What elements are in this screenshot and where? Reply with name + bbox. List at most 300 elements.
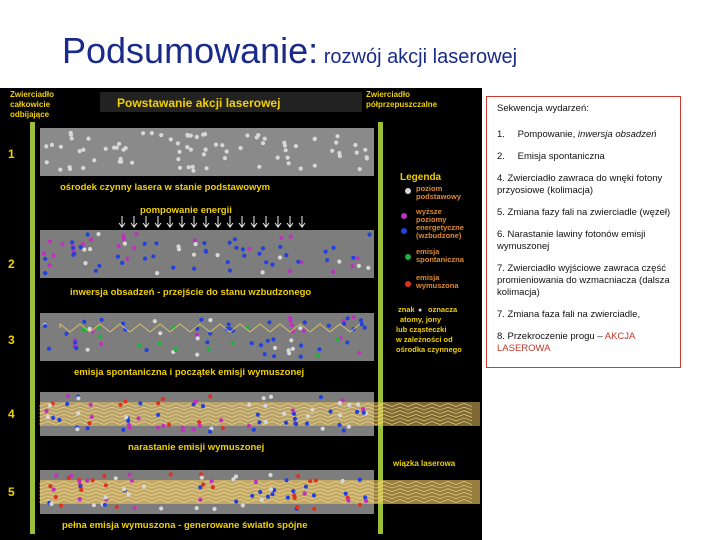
particle-stage-1 — [78, 149, 82, 153]
particle-stage-1 — [363, 148, 367, 152]
particle-stage-2 — [88, 247, 92, 251]
particle-stage-1 — [204, 148, 208, 152]
particle-stage-5 — [169, 472, 173, 476]
particle-stage-4 — [262, 396, 266, 400]
particle-stage-2 — [350, 264, 354, 268]
particle-stage-1 — [118, 160, 122, 164]
particle-stage-3 — [342, 322, 346, 326]
particle-stage-4 — [65, 402, 69, 406]
particle-stage-4 — [321, 427, 325, 431]
particle-stage-1 — [202, 152, 206, 156]
legend-marker-ground — [405, 188, 411, 194]
pump-arrow — [203, 216, 209, 227]
particle-stage-4 — [305, 422, 309, 426]
particle-stage-3 — [64, 332, 68, 336]
particle-stage-5 — [358, 478, 362, 482]
particle-stage-5 — [266, 495, 270, 499]
particle-stage-5 — [269, 487, 273, 491]
particle-stage-3 — [299, 355, 303, 359]
particle-stage-5 — [268, 473, 272, 477]
particle-stage-3 — [47, 347, 51, 351]
particle-stage-3 — [74, 346, 78, 350]
particle-stage-3 — [100, 318, 104, 322]
particle-stage-1 — [245, 133, 249, 137]
particle-stage-4 — [128, 426, 132, 430]
particle-stage-4 — [256, 413, 260, 417]
particle-stage-2 — [247, 247, 251, 251]
particle-stage-3 — [290, 323, 294, 327]
right-mirror-label-1: Zwierciadło — [366, 90, 411, 99]
note-line-3: atomy, jony — [400, 315, 442, 324]
particle-stage-4 — [264, 420, 268, 424]
particle-stage-1 — [313, 137, 317, 141]
particle-stage-5 — [293, 496, 297, 500]
particle-stage-3 — [352, 315, 356, 319]
particle-stage-2 — [241, 247, 245, 251]
particle-stage-2 — [270, 263, 274, 267]
particle-stage-1 — [239, 146, 243, 150]
particle-stage-2 — [82, 248, 86, 252]
particle-stage-4 — [90, 415, 94, 419]
particle-stage-5 — [212, 507, 216, 511]
particle-stage-3 — [196, 336, 200, 340]
particle-stage-1 — [45, 160, 49, 164]
legend-ground-1: poziom — [416, 184, 443, 193]
caption-stage-1: ośrodek czynny lasera w stanie podstawowym — [60, 182, 271, 193]
particle-stage-3 — [43, 324, 47, 328]
particle-stage-2 — [97, 264, 101, 268]
particle-stage-1 — [176, 157, 180, 161]
particle-stage-4 — [208, 394, 212, 398]
particle-stage-1 — [69, 133, 73, 137]
particle-stage-2 — [132, 246, 136, 250]
particle-stage-2 — [42, 251, 46, 255]
particle-stage-4 — [194, 400, 198, 404]
sequence-item-6: 6. Narastanie lawiny fotonów emisji wymuszonej — [497, 229, 646, 252]
left-mirror-label-1: Zwierciadło — [10, 90, 55, 99]
note-line-1: znak — [398, 305, 415, 314]
particle-stage-4 — [123, 399, 127, 403]
particle-stage-2 — [202, 241, 206, 245]
particle-stage-5 — [341, 479, 345, 483]
legend — [400, 172, 465, 290]
particle-stage-5 — [291, 489, 295, 493]
particle-stage-3 — [299, 343, 303, 347]
particle-stage-1 — [225, 149, 229, 153]
particle-stage-4 — [89, 403, 93, 407]
particle-stage-4 — [294, 422, 298, 426]
particle-stage-1 — [358, 167, 362, 171]
particle-stage-3 — [288, 319, 292, 323]
particle-stage-5 — [130, 479, 134, 483]
particle-stage-5 — [270, 492, 274, 496]
particle-stage-4 — [257, 420, 261, 424]
particle-stage-4 — [75, 427, 79, 431]
particle-stage-3 — [346, 316, 350, 320]
particle-stage-5 — [92, 503, 96, 507]
particle-stage-3 — [73, 340, 77, 344]
particle-stage-1 — [335, 134, 339, 138]
particle-stage-5 — [159, 506, 163, 510]
particle-stage-5 — [358, 503, 362, 507]
particle-stage-2 — [60, 242, 64, 246]
particle-stage-3 — [272, 354, 276, 358]
sequence-header: Sekwencja wydarzeń: — [497, 103, 589, 114]
particle-stage-3 — [207, 347, 211, 351]
particle-stage-1 — [117, 142, 121, 146]
particle-stage-4 — [291, 408, 295, 412]
pump-arrow — [251, 216, 257, 227]
particle-stage-4 — [247, 402, 251, 406]
particle-stage-1 — [70, 136, 74, 140]
particle-stage-1 — [263, 137, 267, 141]
particle-stage-1 — [299, 167, 303, 171]
particle-stage-4 — [355, 410, 359, 414]
particle-stage-2 — [284, 253, 288, 257]
particle-stage-5 — [104, 483, 108, 487]
legend-excited-4: (wzbudzone) — [416, 231, 462, 240]
note-line-5: w zależności od — [396, 335, 453, 344]
pump-arrow — [179, 216, 185, 227]
particle-stage-5 — [79, 488, 83, 492]
particle-stage-5 — [296, 474, 300, 478]
particle-stage-2 — [43, 271, 47, 275]
caption-beam: wiązka laserowa — [393, 459, 456, 468]
particle-stage-2 — [337, 260, 341, 264]
particle-stage-2 — [125, 257, 129, 261]
particle-stage-5 — [285, 478, 289, 482]
particle-stage-2 — [155, 271, 159, 275]
legend-excited-1: wyższe — [416, 207, 442, 216]
particle-stage-4 — [76, 396, 80, 400]
particle-stage-2 — [261, 246, 265, 250]
particle-stage-4 — [219, 418, 223, 422]
particle-stage-1 — [59, 145, 63, 149]
particle-stage-2 — [324, 250, 328, 254]
pump-arrow — [299, 216, 305, 227]
particle-stage-1 — [195, 135, 199, 139]
particle-stage-4 — [156, 401, 160, 405]
particle-stage-5 — [308, 479, 312, 483]
particle-stage-4 — [161, 397, 165, 401]
particle-stage-1 — [86, 137, 90, 141]
legend-marker-excited-b — [401, 228, 407, 234]
sequence-item-8: 8. Przekroczenie progu – AKCJA LASEROWA — [497, 331, 635, 354]
particle-stage-3 — [137, 343, 141, 347]
particle-stage-2 — [367, 233, 371, 237]
particle-stage-1 — [104, 147, 108, 151]
particle-stage-5 — [314, 478, 318, 482]
caption-pumping: pompowanie energii — [140, 205, 232, 216]
particle-stage-5 — [91, 478, 95, 482]
note-line-2: oznacza — [428, 305, 458, 314]
particle-stage-3 — [174, 348, 178, 352]
stage-2-tube — [40, 230, 374, 278]
particle-stage-1 — [220, 143, 224, 147]
pump-arrow — [227, 216, 233, 227]
particle-stage-2 — [94, 269, 98, 273]
particle-stage-5 — [231, 477, 235, 481]
particle-stage-3 — [360, 322, 364, 326]
particle-stage-2 — [72, 252, 76, 256]
particle-stage-2 — [47, 263, 51, 267]
particle-stage-4 — [167, 423, 171, 427]
particle-stage-2 — [289, 235, 293, 239]
particle-stage-4 — [282, 412, 286, 416]
particle-stage-3 — [158, 341, 162, 345]
particle-stage-4 — [126, 419, 130, 423]
note-line-4: lub cząsteczki — [396, 325, 447, 334]
note-line-6: ośrodka czynnego — [396, 345, 462, 354]
particle-stage-4 — [181, 428, 185, 432]
sequence-item-7b: 7. Zmiana faza fali na zwierciadle, — [497, 309, 641, 320]
particle-stage-5 — [201, 483, 205, 487]
particle-stage-5 — [104, 495, 108, 499]
particle-stage-4 — [48, 403, 52, 407]
particle-stage-5 — [346, 498, 350, 502]
left-mirror-label-3: odbijające — [10, 110, 50, 119]
particle-stage-2 — [226, 260, 230, 264]
particle-stage-2 — [216, 253, 220, 257]
legend-stimulated-2: wymuszona — [416, 281, 459, 290]
particle-stage-2 — [193, 238, 197, 242]
particle-stage-2 — [116, 255, 120, 259]
particle-stage-2 — [264, 260, 268, 264]
particle-stage-4 — [247, 424, 251, 428]
particle-stage-1 — [44, 144, 48, 148]
particle-stage-5 — [254, 480, 258, 484]
pump-arrow — [215, 216, 221, 227]
legend-excited-3: energetyczne — [416, 223, 464, 232]
particle-stage-4 — [161, 424, 165, 428]
particle-stage-4 — [192, 427, 196, 431]
particle-stage-4 — [208, 430, 212, 434]
particle-stage-5 — [48, 484, 52, 488]
particle-stage-2 — [233, 237, 237, 241]
event-sequence-box — [486, 96, 681, 368]
particle-stage-2 — [296, 260, 300, 264]
particle-stage-1 — [286, 156, 290, 160]
particle-stage-2 — [242, 254, 246, 258]
particle-stage-3 — [195, 333, 199, 337]
particle-stage-2 — [83, 261, 87, 265]
particle-stage-5 — [250, 494, 254, 498]
particle-stage-1 — [365, 156, 369, 160]
particle-stage-2 — [51, 253, 55, 257]
particle-stage-4 — [319, 395, 323, 399]
particle-stage-1 — [185, 145, 189, 149]
particle-stage-4 — [156, 426, 160, 430]
particle-stage-4 — [362, 411, 366, 415]
right-mirror — [378, 122, 383, 534]
particle-stage-2 — [120, 261, 124, 265]
particle-stage-4 — [269, 395, 273, 399]
particle-stage-4 — [252, 428, 256, 432]
particle-stage-1 — [191, 165, 195, 169]
particle-stage-1 — [214, 143, 218, 147]
particle-stage-4 — [337, 423, 341, 427]
particle-stage-4 — [136, 416, 140, 420]
particle-stage-1 — [283, 143, 287, 147]
particle-stage-2 — [43, 257, 47, 261]
particle-stage-2 — [70, 240, 74, 244]
particle-stage-1 — [284, 148, 288, 152]
sequence-item-7a: 7. Zwierciadło wyjściowe zawraca część promieniowania do wzmacniacza (dalsza kolimacja) — [497, 263, 670, 298]
particle-stage-4 — [356, 402, 360, 406]
particle-stage-4 — [138, 401, 142, 405]
particle-stage-2 — [154, 241, 158, 245]
particle-stage-4 — [347, 403, 351, 407]
particle-stage-2 — [143, 242, 147, 246]
legend-marker-stimulated — [405, 281, 411, 287]
legend-ground-2: podstawowy — [416, 192, 462, 201]
particle-stage-1 — [294, 144, 298, 148]
particle-stage-5 — [115, 505, 119, 509]
particle-stage-5 — [127, 493, 131, 497]
particle-stage-1 — [92, 158, 96, 162]
legend-marker-spontaneous — [405, 254, 411, 260]
sequence-item-2: 2. Emisja spontaniczna — [497, 151, 605, 162]
particle-stage-5 — [241, 503, 245, 507]
particle-stage-3 — [345, 340, 349, 344]
particle-stage-3 — [291, 347, 295, 351]
legend-spontaneous-1: emisja — [416, 247, 440, 256]
particle-stage-4 — [198, 423, 202, 427]
laser-action-figure — [0, 88, 482, 540]
particle-stage-4 — [263, 404, 267, 408]
particle-stage-3 — [271, 337, 275, 341]
particle-stage-1 — [334, 141, 338, 145]
particle-stage-3 — [250, 341, 254, 345]
particle-stage-3 — [267, 320, 271, 324]
particle-stage-1 — [81, 166, 85, 170]
particle-stage-3 — [358, 351, 362, 355]
particle-stage-2 — [325, 258, 329, 262]
particle-stage-2 — [86, 232, 90, 236]
legend-spontaneous-2: spontaniczna — [416, 255, 464, 264]
particle-stage-4 — [46, 415, 50, 419]
particle-stage-1 — [150, 131, 154, 135]
particle-stage-5 — [52, 487, 56, 491]
pump-arrow — [155, 216, 161, 227]
particle-stage-1 — [257, 165, 261, 169]
particle-stage-2 — [81, 242, 85, 246]
caption-stage-2: inwersja obsadzeń - przejście do stanu wzbudzonego — [70, 287, 312, 298]
particle-stage-5 — [142, 484, 146, 488]
particle-stage-1 — [330, 149, 334, 153]
particle-stage-3 — [98, 335, 102, 339]
right-mirror-label-2: półprzepuszczalne — [366, 100, 438, 109]
particle-stage-4 — [338, 401, 342, 405]
legend-stimulated-1: emisja — [416, 273, 440, 282]
particle-stage-2 — [177, 247, 181, 251]
particle-stage-3 — [259, 343, 263, 347]
particle-stage-1 — [141, 131, 145, 135]
pump-arrow — [275, 216, 281, 227]
page-title-sub: rozwój akcji laserowej — [318, 46, 518, 68]
particle-stage-4 — [328, 409, 332, 413]
particle-stage-5 — [344, 492, 348, 496]
particle-stage-5 — [102, 474, 106, 478]
particle-stage-4 — [338, 413, 342, 417]
left-mirror-label-2: całkowicie — [10, 100, 51, 109]
stage-number-5: 5 — [8, 485, 15, 499]
particle-stage-3 — [145, 348, 149, 352]
legend-excited-2: poziomy — [416, 215, 447, 224]
particle-stage-1 — [338, 154, 342, 158]
particle-stage-3 — [231, 341, 235, 345]
particle-stage-1 — [201, 133, 205, 137]
particle-stage-5 — [54, 473, 58, 477]
particle-stage-2 — [151, 254, 155, 258]
particle-stage-4 — [284, 421, 288, 425]
particle-stage-4 — [86, 426, 90, 430]
particle-stage-5 — [127, 473, 131, 477]
particle-stage-2 — [278, 245, 282, 249]
particle-stage-5 — [260, 498, 264, 502]
sequence-item-4: 4. Zwierciadło zawraca do wnęki fotony przyosiowe (kolimacja) — [497, 173, 663, 196]
particle-stage-5 — [210, 479, 214, 483]
pump-arrow — [191, 216, 197, 227]
stage-3-tube — [40, 313, 374, 361]
particle-stage-5 — [78, 497, 82, 501]
particle-stage-1 — [178, 166, 182, 170]
particle-stage-5 — [198, 498, 202, 502]
particle-stage-2 — [257, 252, 261, 256]
particle-stage-2 — [89, 238, 93, 242]
pump-arrow — [287, 216, 293, 227]
particle-stage-5 — [122, 487, 126, 491]
particle-stage-5 — [364, 499, 368, 503]
particle-stage-5 — [312, 493, 316, 497]
particle-stage-2 — [288, 269, 292, 273]
particle-stage-3 — [359, 318, 363, 322]
particle-stage-3 — [86, 348, 90, 352]
particle-stage-5 — [69, 474, 73, 478]
particle-stage-5 — [234, 500, 238, 504]
particle-stage-1 — [177, 150, 181, 154]
particle-stage-2 — [117, 244, 121, 248]
particle-stage-3 — [205, 340, 209, 344]
particle-stage-3 — [153, 319, 157, 323]
particle-stage-5 — [258, 490, 262, 494]
particle-stage-1 — [191, 169, 195, 173]
particle-stage-4 — [76, 411, 80, 415]
particle-stage-1 — [189, 148, 193, 152]
particle-stage-4 — [66, 394, 70, 398]
particle-stage-5 — [85, 478, 89, 482]
stage-number-3: 3 — [8, 333, 15, 347]
particle-stage-4 — [57, 418, 61, 422]
particle-stage-2 — [171, 266, 175, 270]
particle-stage-2 — [331, 270, 335, 274]
particle-stage-1 — [81, 148, 85, 152]
particle-stage-4 — [306, 414, 310, 418]
particle-stage-4 — [118, 403, 122, 407]
particle-stage-3 — [317, 347, 321, 351]
particle-stage-1 — [223, 156, 227, 160]
particle-stage-4 — [201, 404, 205, 408]
particle-stage-5 — [54, 495, 58, 499]
particle-stage-4 — [87, 421, 91, 425]
particle-stage-2 — [234, 246, 238, 250]
particle-stage-5 — [103, 503, 107, 507]
sequence-item-5: 5. Zmiana fazy fali na zwierciadle (węzeł) — [497, 207, 671, 218]
legend-note — [395, 305, 462, 354]
particle-stage-1 — [124, 146, 128, 150]
particle-stage-5 — [295, 505, 299, 509]
particle-stage-1 — [169, 137, 173, 141]
